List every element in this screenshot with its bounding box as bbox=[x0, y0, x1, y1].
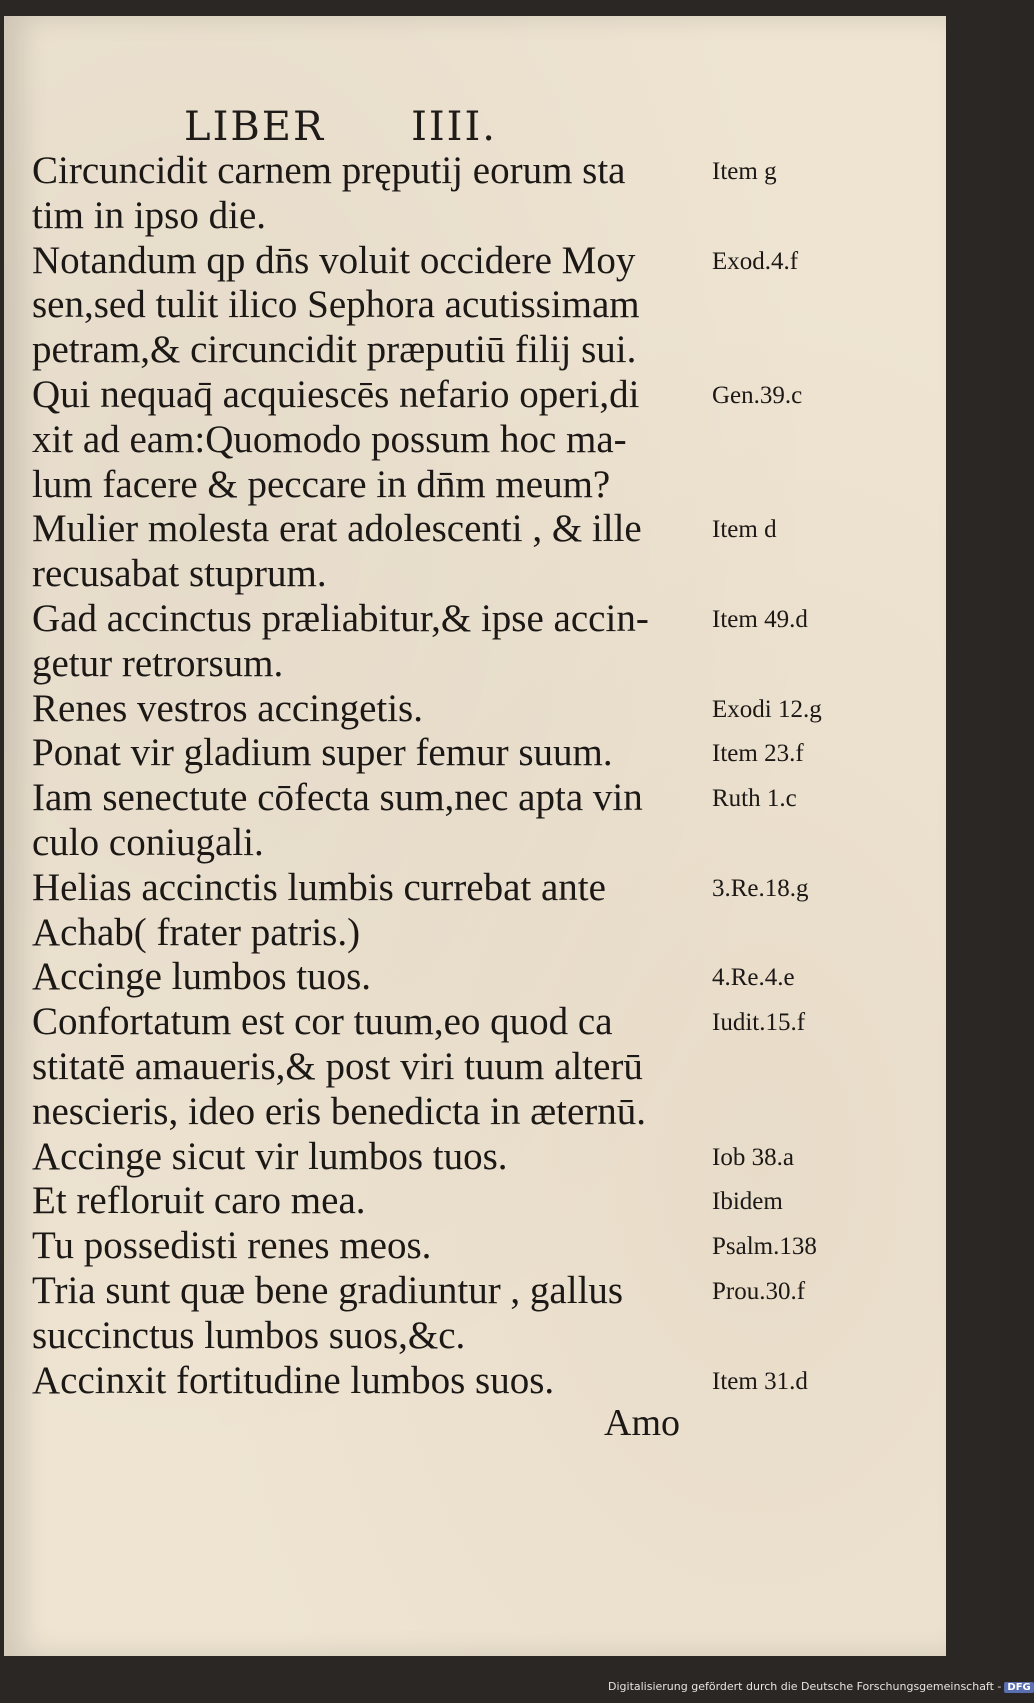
text-line bbox=[32, 731, 912, 776]
line-text: Gad accinctus præliabitur,& ipse accin- bbox=[32, 596, 649, 640]
text-line bbox=[32, 149, 912, 194]
header-title: LIBER bbox=[184, 104, 326, 150]
margin-reference: Item g bbox=[712, 158, 777, 185]
text-line bbox=[32, 821, 912, 866]
line-text: Tria sunt quæ bene gradiuntur , gallus bbox=[32, 1268, 624, 1312]
margin-reference: Ruth 1.c bbox=[712, 785, 797, 813]
credit-text: Digitalisierung gefördert durch die Deutsche Forschungsgemeinschaft - bbox=[608, 1680, 1002, 1693]
margin-reference: Psalm.138 bbox=[712, 1233, 817, 1261]
line-text: getur retrorsum. bbox=[32, 641, 284, 685]
line-text: recusabat stuprum. bbox=[32, 552, 327, 596]
text-line bbox=[32, 283, 912, 328]
text-line bbox=[32, 1000, 912, 1045]
line-text: Et refloruit caro mea. bbox=[32, 1179, 366, 1223]
text-line bbox=[32, 373, 912, 418]
margin-reference: Iudit.15.f bbox=[712, 1009, 806, 1037]
text-line bbox=[32, 1045, 912, 1090]
margin-reference: Prou.30.f bbox=[712, 1277, 806, 1305]
line-text: Iam senectute cōfecta sum,nec apta vin bbox=[32, 776, 643, 820]
text-line bbox=[32, 328, 912, 373]
text-line bbox=[32, 911, 912, 956]
text-line bbox=[32, 866, 912, 911]
text-line bbox=[32, 687, 912, 732]
line-text: stitatē amaueris,& post viri tuum alterū bbox=[32, 1044, 643, 1088]
margin-reference: 3.Re.18.g bbox=[712, 874, 809, 902]
text-line bbox=[32, 1359, 912, 1404]
line-text: Mulier molesta erat adolescenti , & ille bbox=[32, 507, 642, 551]
catchword: Amo bbox=[604, 1402, 680, 1444]
line-text: Renes vestros accingetis. bbox=[32, 686, 423, 730]
line-text: Circuncidit carnem pręputij eorum sta bbox=[32, 149, 626, 192]
running-header bbox=[184, 104, 497, 150]
text-line bbox=[32, 1179, 912, 1224]
line-text: petram,& circuncidit præputiū filij sui. bbox=[32, 328, 637, 372]
margin-reference: Item 23.f bbox=[712, 740, 804, 768]
line-text: Tu possedisti renes meos. bbox=[32, 1224, 432, 1268]
digitization-credit bbox=[608, 1680, 1034, 1693]
text-block bbox=[32, 149, 912, 1403]
book-page bbox=[4, 16, 946, 1656]
margin-reference: Gen.39.c bbox=[712, 381, 803, 409]
dfg-logo: DFG bbox=[1004, 1682, 1033, 1693]
margin-reference: Item d bbox=[712, 516, 777, 544]
text-line bbox=[32, 1090, 912, 1135]
line-text: tim in ipso die. bbox=[32, 193, 266, 237]
text-line bbox=[32, 955, 912, 1000]
margin-reference: 4.Re.4.e bbox=[712, 964, 795, 992]
text-line bbox=[32, 239, 912, 284]
margin-reference: Exod.4.f bbox=[712, 247, 799, 275]
text-line bbox=[32, 1135, 912, 1180]
line-text: sen,sed tulit ilico Sephora acutissimam bbox=[32, 283, 640, 327]
line-text: succinctus lumbos suos,&c. bbox=[32, 1313, 466, 1357]
text-line bbox=[32, 1269, 912, 1314]
text-line bbox=[32, 463, 912, 508]
text-line bbox=[32, 194, 912, 239]
margin-reference: Item 49.d bbox=[712, 605, 808, 633]
text-line bbox=[32, 552, 912, 597]
line-text: Confortatum est cor tuum,eo quod ca bbox=[32, 1000, 613, 1044]
margin-reference: Item 31.d bbox=[712, 1367, 808, 1395]
line-text: xit ad eam:Quomodo possum hoc ma- bbox=[32, 417, 627, 461]
margin-reference: Ibidem bbox=[712, 1188, 783, 1216]
line-text: Achab( frater patris.) bbox=[32, 910, 361, 954]
text-line bbox=[32, 1314, 912, 1359]
line-text: Helias accinctis lumbis currebat ante bbox=[32, 865, 606, 909]
line-text: Qui nequaq̄ acquiescēs nefario operi,di bbox=[32, 372, 640, 416]
header-folio: IIII. bbox=[411, 104, 497, 150]
text-line bbox=[32, 597, 912, 642]
line-text: Accinge lumbos tuos. bbox=[32, 955, 372, 999]
line-text: Notandum qp dn̄s voluit occidere Moy bbox=[32, 238, 636, 282]
text-line bbox=[32, 776, 912, 821]
line-text: Accinxit fortitudine lumbos suos. bbox=[32, 1358, 555, 1402]
text-line bbox=[32, 418, 912, 463]
text-line bbox=[32, 1224, 912, 1269]
line-text: Ponat vir gladium super femur suum. bbox=[32, 731, 613, 775]
margin-reference: Exodi 12.g bbox=[712, 695, 822, 723]
margin-reference: Iob 38.a bbox=[712, 1143, 794, 1171]
line-text: lum facere & peccare in dn̄m meum? bbox=[32, 462, 611, 506]
line-text: nescieris, ideo eris benedicta in æternū. bbox=[32, 1089, 647, 1133]
line-text: culo coniugali. bbox=[32, 820, 264, 864]
text-line bbox=[32, 507, 912, 552]
text-line bbox=[32, 642, 912, 687]
line-text: Accinge sicut vir lumbos tuos. bbox=[32, 1134, 508, 1178]
